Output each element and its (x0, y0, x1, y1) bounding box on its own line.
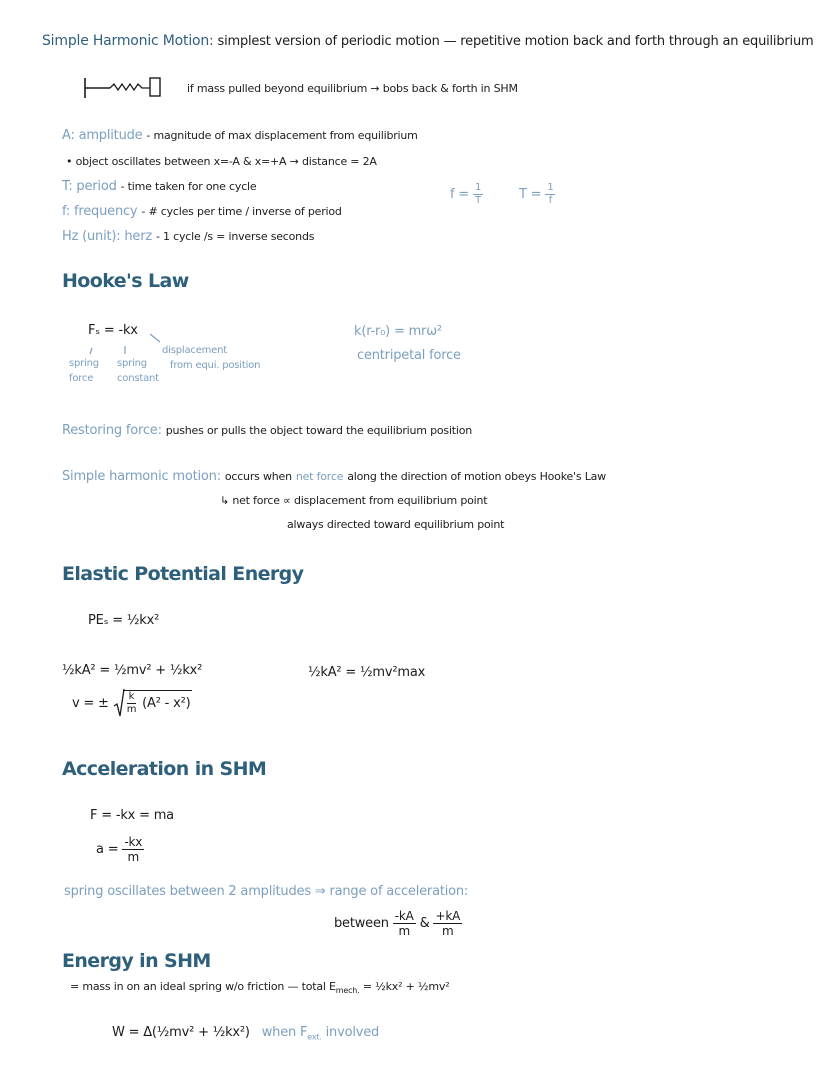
work-note-end: involved (321, 1025, 380, 1040)
pe-half: ½ (126, 613, 140, 628)
amplitude-text: - magnitude of max displacement from equilibrium (146, 129, 418, 142)
high-fraction (433, 910, 462, 937)
amplitude-label: A: amplitude (62, 128, 143, 143)
velocity-fraction (125, 692, 139, 715)
spring-force-label (69, 356, 99, 386)
work-equation: W = Δ(½mv² + ½kx²) (112, 1025, 250, 1040)
spring-force-word-1: spring (69, 358, 99, 369)
t-formula-lhs: T = (519, 187, 542, 202)
low-denominator: m (398, 924, 410, 938)
velocity-formula (72, 690, 192, 715)
energy-line-text: = mass in on an ideal spring w/o friction — total E (70, 980, 336, 993)
range-note: spring oscillates between 2 amplitudes ⇒ range of acceleration: (64, 884, 469, 899)
frequency-formula (450, 183, 483, 206)
hookes-formula: Fₛ = -kx (88, 323, 138, 338)
a-numerator: -kx (124, 835, 143, 849)
velocity-frac-den: m (126, 704, 137, 715)
between-word: between (334, 916, 389, 931)
t-fraction (545, 183, 555, 206)
intro-definition: simplest version of periodic motion — repetitive motion back and forth through an equilibrium (217, 34, 814, 49)
t-numerator: 1 (547, 182, 554, 193)
period-label: T: period (62, 179, 117, 194)
hz-label: Hz (unit): (62, 229, 121, 244)
restoring-line (62, 423, 472, 438)
and-symbol: & (419, 916, 430, 931)
f-fraction (473, 183, 483, 206)
f-denominator: T (475, 195, 481, 206)
work-note-text: when F (261, 1025, 308, 1040)
pe-lhs: PEₛ = (88, 613, 127, 628)
work-note (262, 1025, 379, 1040)
a-fraction (122, 836, 144, 863)
sqrt-content (123, 690, 193, 715)
hz-word: herz (124, 229, 152, 244)
amplitude-line (62, 128, 418, 143)
spring-note: if mass pulled beyond equilibrium → bobs back & forth in SHM (187, 82, 518, 95)
centripetal-formula: k(r-r₀) = mrω² (354, 324, 442, 339)
hz-line (62, 229, 314, 244)
always-line: always directed toward equilibrium point (287, 518, 505, 531)
displacement-word-1: displacement (162, 345, 227, 356)
f-numerator: 1 (474, 182, 482, 193)
elastic-heading: Elastic Potential Energy (62, 563, 304, 585)
spring-constant-word-1: spring (117, 358, 147, 369)
energy-line-rhs: = ½kx² + ½mv² (359, 980, 450, 993)
a-denominator: m (127, 850, 139, 864)
displacement-word-2: from equi. position (170, 360, 261, 371)
energy-heading: Energy in SHM (62, 950, 211, 972)
pe-formula (88, 613, 159, 628)
hz-text: - 1 cycle /s = inverse seconds (155, 230, 315, 243)
spring-constant-word-2: constant (117, 373, 159, 384)
sqrt-icon (113, 688, 125, 718)
hookes-annotation-lines (70, 332, 170, 358)
intro-title: Simple Harmonic Motion: (42, 33, 214, 49)
low-fraction (393, 910, 416, 937)
period-line (62, 179, 256, 194)
period-text: - time taken for one cycle (120, 180, 257, 193)
acceleration-heading: Acceleration in SHM (62, 758, 267, 780)
shm-line (62, 469, 606, 484)
shm-net-force: net force (295, 470, 344, 483)
low-numerator: -kA (394, 909, 414, 923)
velocity-frac-num: k (128, 691, 135, 702)
acceleration-formula (96, 836, 144, 863)
acceleration-range (334, 910, 462, 937)
high-numerator: +kA (435, 909, 461, 923)
frequency-text: - # cycles per time / inverse of period (141, 205, 342, 218)
frequency-line (62, 204, 342, 219)
sqrt-sign (113, 690, 193, 715)
work-line (112, 1025, 379, 1042)
shm-text-a: occurs when (224, 470, 292, 483)
f-formula-lhs: f = (450, 187, 470, 202)
restoring-text: pushes or pulls the object toward the equilibrium position (165, 424, 473, 437)
restoring-label: Restoring force: (62, 423, 162, 438)
t-denominator: f (548, 195, 553, 206)
pe-rhs: kx² (139, 613, 160, 628)
displacement-label (162, 343, 260, 373)
period-formula (519, 183, 555, 206)
energy-line (70, 980, 449, 995)
velocity-lhs: v = ± (72, 696, 109, 711)
hookes-heading: Hooke's Law (62, 270, 189, 292)
energy-equation: ½kA² = ½mv² + ½kx² (62, 663, 203, 678)
velocity-rhs: (A² - x²) (142, 696, 191, 711)
a-lhs: a = (96, 842, 119, 857)
net-force-line: ↳ net force ∝ displacement from equilibrium point (220, 494, 488, 507)
intro-line (42, 33, 813, 49)
shm-label: Simple harmonic motion: (62, 469, 221, 484)
spring-mass-diagram (84, 72, 164, 102)
force-equation: F = -kx = ma (90, 808, 174, 823)
shm-text-b: along the direction of motion obeys Hooke's Law (347, 470, 606, 483)
work-note-sub: ext. (307, 1032, 322, 1042)
energy-line-sub: mech. (335, 986, 360, 996)
spring-constant-label (117, 356, 159, 386)
vmax-equation: ½kA² = ½mv²max (308, 665, 426, 680)
spring-force-word-2: force (69, 373, 94, 384)
oscillates-line: • object oscillates between x=-A & x=+A → distance = 2A (66, 155, 377, 168)
frequency-label: f: frequency (62, 204, 138, 219)
centripetal-label: centripetal force (357, 348, 461, 363)
high-denominator: m (442, 924, 454, 938)
